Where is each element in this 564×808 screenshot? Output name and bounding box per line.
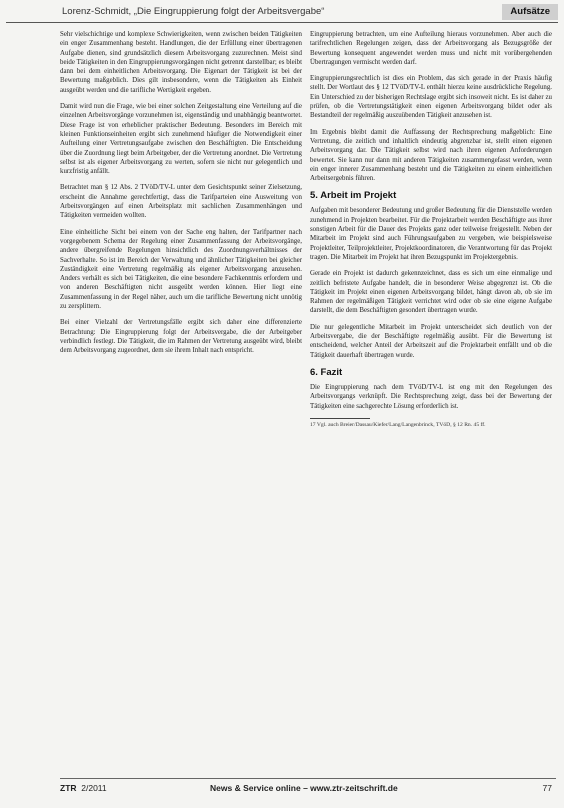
journal-name: ZTR [60, 783, 77, 793]
paragraph: Die nur gelegentliche Mitarbeit im Projekt unterscheidet sich deutlich von der Arbeitsvergabe, die der Beschäftigte regelmäßig ausübt. Für die Bewertung ist entscheidend, welcher Anteil der Arbeitszeit auf die Projektarbeit entfällt und ob die Tätigkeit dauerhaft übertragen wurde. [310, 323, 552, 359]
right-column [310, 30, 552, 429]
website-link[interactable]: News & Service online – www.ztr-zeitschrift.de [210, 783, 398, 793]
article-title: Lorenz-Schmidt, „Die Eingruppierung folgt der Arbeitsvergabe“ [62, 6, 325, 17]
paragraph: Die Eingruppierung nach dem TVöD/TV-L ist eng mit den Regelungen des Arbeitsvorgangs verknüpft. Die Rechtsprechung zeigt, dass bei der Bewertung der Tätigkeiten eine sachgerechte Lösung erforderlich ist. [310, 383, 552, 410]
page-footer [60, 778, 556, 793]
issue-number: 2/2011 [81, 783, 107, 793]
footnote: 17 Vgl. auch Breier/Dassau/Kiefer/Lang/Langenbrinck, TVöD, § 12 Rn. 45 ff. [310, 421, 486, 428]
paragraph: Aufgaben mit besonderer Bedeutung und großer Bedeutung für die Dienststelle werden zunehmend in Projekten bearbeitet. Für die Projektarbeit werden Beschäftigte aus ihrer sonstigen Arbeit für die Dauer des Projekts ganz oder teilweise freigestellt. Neben der Mitarbeit im Projekt sind auch Führungsaufgaben zu vergeben, wie beispielsweise Projektleiter, Teilprojektleiter, Projektkoordinatoren, die Verantwortung für das Projekt tragen. Die Mitarbeit im Projekt hat ihren Bezugspunkt im Projektergebnis. [310, 207, 552, 261]
section-heading-5: 5. Arbeit im Projekt [310, 190, 397, 202]
journal-issue [60, 781, 107, 795]
paragraph: Sehr vielschichtige und komplexe Schwierigkeiten, wenn zwischen beiden Tätigkeiten ein enger Zusammenhang besteht. Handlungen, die der Erfüllung einer übertragenen Aufgabe dienen, sind grundsätzlich diesem Arbeitsvorgang zuzurechnen. Meist sind beide Tätigkeiten in den Eingruppierungsvorgängen nicht getrennt darstellbar; es bleibt dann bei dem einheitlichen Arbeitsvorgang. Die Eigenart der Tätigkeit ist bei der Bewertung maßgeblich. Dies gilt insbesondere, wenn die Tätigkeiten als Einheit ausgeübt werden und die tarifliche Wertigkeit ergeben. [60, 31, 302, 94]
paragraph: Damit wird nun die Frage, wie bei einer solchen Zeitgestaltung eine Verteilung auf die einzelnen Arbeitsvorgänge vorzunehmen ist, eigenständig und unabhängig beantwortet. Diese Frage ist von erheblicher praktischer Bedeutung. Besonders im Bereich mit kleinen Funktionseinheiten ergibt sich zunehmend häufiger die Notwendigkeit einer Aufteilung einer Vertretungsaufgabe zwischen den Beschäftigten. Die Entscheidung über die Zuordnung liegt beim Arbeitgeber, der die Vertretung anordnet. Die Vertretung selbst ist als eigener Arbeitsvorgang zu werten, sofern sie nicht nur gelegentlich und kurzfristig anfällt. [60, 103, 302, 176]
paragraph: Eingruppierungsrechtlich ist dies ein Problem, das sich gerade in der Praxis häufig stellt. Der Wortlaut des § 12 TVöD/TV-L enthält hierzu keine ausdrückliche Regelung. Ein Unterschied zu der bisherigen Rechtslage ergibt sich insoweit nicht. Es ist daher zu prüfen, ob die Vertretungstätigkeit einen eigenen Arbeitsvorgang bildet oder als Bestandteil der regelmäßig auszuübenden Tätigkeit anzusehen ist. [310, 75, 552, 120]
paragraph: Eine einheitliche Sicht bei einem von der Sache eng halten, der Tarifpartner nach vorgegebenem Schema der Regelung einer Zusammenfassung der Arbeitsvorgänge, andere übergreifende Regelungen hinsichtlich des Zuordnungsverhältnisses der Sachverhalte. So ist im Bereich der Verwaltung und ähnlicher Tätigkeiten bei gleicher Zuständigkeit eine Vertretung regelmäßig als eigener Arbeitsvorgang anzusehen. Anders verhält es sich bei Tätigkeiten, die eine besondere Fachkenntnis erfordern und von anderen Beschäftigten nicht ausgeübt werden können. Hier liegt eine Zusammenfassung in der Regel näher, auch um die tarifliche Bewertung nicht unnötig zu zersplittern. [60, 228, 302, 311]
page-number: 77 [542, 783, 552, 793]
paragraph: Betrachtet man § 12 Abs. 2 TVöD/TV-L unter dem Gesichtspunkt seiner Zielsetzung, erscheint die Annahme gerechtfertigt, dass die Tarifparteien eine Ausweitung von Arbeitsvorgängen auf einen Arbeitsplatz mit sachlichen Zusammenhängen und Tätigkeiten vermeiden wollten. [60, 184, 302, 220]
paragraph: Im Ergebnis bleibt damit die Auffassung der Rechtsprechung maßgeblich: Eine Vertretung, die zeitlich und inhaltlich eindeutig abgrenzbar ist, stellt einen eigenen Arbeitsvorgang dar. Die Tätigkeit selbst wird nach ihren eigenen Anforderungen bewertet. Sie kann nur dann mit anderen Tätigkeiten zusammengefasst werden, wenn ein enger innerer Zusammenhang besteht und die Tätigkeiten zu einem einheitlichen Arbeitsergebnis führen. [310, 128, 552, 183]
paragraph: Bei einer Vielzahl der Vertretungsfälle ergibt sich daher eine differenzierte Betrachtung: Die Eingruppierung folgt der Arbeitsvergabe, die der Arbeitgeber verbindlich festlegt. Die Tätigkeit, die im Rahmen der Vertretung ausgeübt wird, bleibt dem Arbeitsvorgang zugeordnet, dem sie ihrem Inhalt nach entspricht. [60, 319, 302, 355]
paragraph: Eingruppierung betrachten, um eine Aufteilung hieraus vorzunehmen. Aber auch die tarifrechtlichen Regelungen zeigen, dass der Arbeitsvorgang als Bezugsgröße der Bewertung konsequent angewendet werden muss und nicht mit vorübergehenden Übertragungen vermischt werden darf. [310, 31, 552, 66]
section-heading-6: 6. Fazit [310, 366, 343, 378]
section-label: Aufsätze [502, 4, 558, 20]
left-column [60, 30, 302, 363]
footnote-divider [310, 418, 370, 419]
paragraph: Gerade ein Projekt ist dadurch gekennzeichnet, dass es sich um eine einmalige und zeitlich befristete Aufgabe handelt, die in besonderer Weise abgegrenzt ist. Ob die Tätigkeit im Projekt einen eigenen Arbeitsvorgang bildet, hängt davon ab, ob sie im Rahmen der regelmäßigen Tätigkeit verrichtet wird oder ob sie eine eigene Aufgabe darstellt, die dem Beschäftigten gesondert übertragen wurde. [310, 270, 552, 315]
page-header [6, 4, 558, 23]
